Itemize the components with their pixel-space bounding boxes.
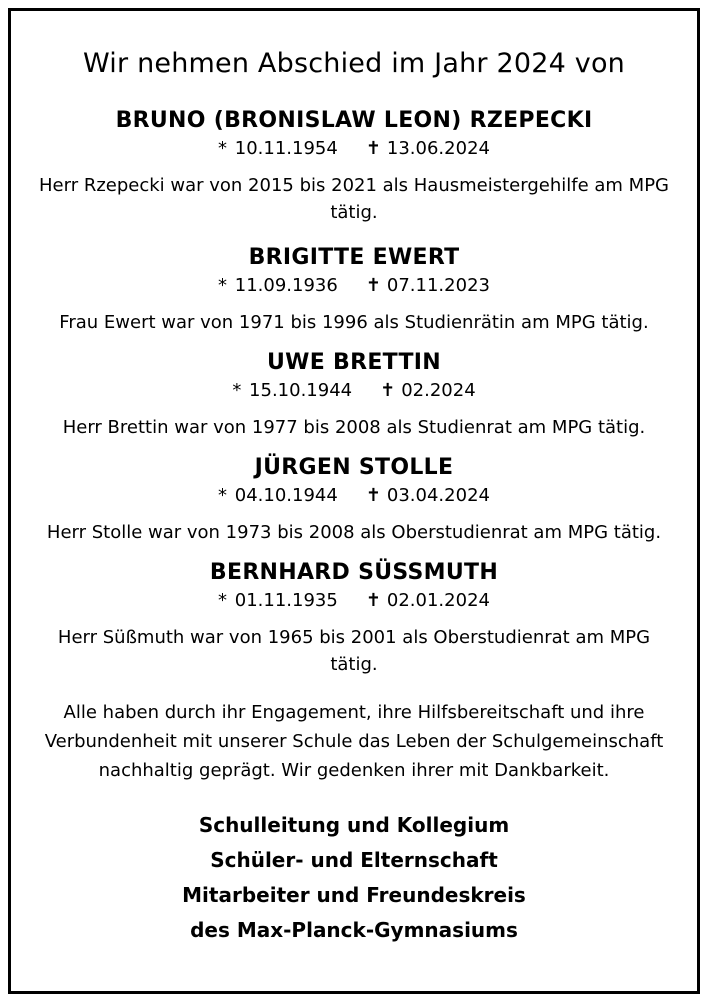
cross-icon: ✝ xyxy=(365,138,381,159)
obituary-entry xyxy=(11,453,697,546)
deceased-name: BRUNO (BRONISLAW LEON) RZEPECKI xyxy=(115,108,593,133)
deceased-description: Herr Stolle war von 1973 bis 2008 als Oberstudienrat am MPG tätig. xyxy=(46,522,662,543)
signoff-line: Schüler- und Elternschaft xyxy=(210,848,498,872)
cross-icon: ✝ xyxy=(380,380,396,401)
obituary-entry xyxy=(11,106,697,226)
cross-icon: ✝ xyxy=(365,275,381,296)
signoff-line: Schulleitung und Kollegium xyxy=(198,813,510,837)
obituary-entry xyxy=(11,558,697,678)
deceased-name: JÜRGEN STOLLE xyxy=(254,455,454,480)
signoff-line: des Max-Planck-Gymnasiums xyxy=(190,918,518,942)
death-date: 03.04.2024 xyxy=(386,485,490,506)
death-date: 02.2024 xyxy=(401,380,476,401)
obituary-notice xyxy=(11,11,697,948)
deceased-description: Herr Rzepecki war von 2015 bis 2021 als Hausmeistergehilfe am MPG tätig. xyxy=(39,175,669,223)
deceased-name: BERNHARD SÜSSMUTH xyxy=(209,560,499,585)
life-dates xyxy=(11,136,697,162)
cross-icon: ✝ xyxy=(365,590,381,611)
deceased-description: Herr Süßmuth war von 1965 bis 2001 als Oberstudienrat am MPG tätig. xyxy=(57,627,651,675)
birth-date: * 10.11.1954 xyxy=(218,138,338,159)
birth-date: * 04.10.1944 xyxy=(218,485,338,506)
deceased-description: Herr Brettin war von 1977 bis 2008 als Studienrat am MPG tätig. xyxy=(62,417,646,438)
life-dates xyxy=(11,483,697,509)
obituary-entry xyxy=(11,243,697,336)
deceased-description: Frau Ewert war von 1971 bis 1996 als Studienrätin am MPG tätig. xyxy=(59,312,649,333)
death-date: 13.06.2024 xyxy=(386,138,490,159)
headline: Wir nehmen Abschied im Jahr 2024 von xyxy=(83,48,625,79)
death-date: 07.11.2023 xyxy=(386,275,490,296)
deceased-name: BRIGITTE EWERT xyxy=(248,245,460,270)
life-dates xyxy=(11,378,697,404)
birth-date: * 15.10.1944 xyxy=(232,380,353,401)
birth-date: * 11.09.1936 xyxy=(218,275,338,296)
deceased-name: UWE BRETTIN xyxy=(267,350,441,375)
cross-icon: ✝ xyxy=(365,485,381,506)
obituary-entry xyxy=(11,348,697,441)
closing-text: Alle haben durch ihr Engagement, ihre Hilfsbereitschaft und ihre Verbundenheit mit unserer Schule das Leben der Schulgemeinschaft nachhaltig geprägt. Wir gedenken ihrer mit Dankbarkeit. xyxy=(44,702,664,781)
signoff-line: Mitarbeiter und Freundeskreis xyxy=(182,883,526,907)
death-date: 02.01.2024 xyxy=(386,590,490,611)
life-dates xyxy=(11,588,697,614)
birth-date: * 01.11.1935 xyxy=(218,590,338,611)
signoff xyxy=(11,808,697,948)
life-dates xyxy=(11,273,697,299)
